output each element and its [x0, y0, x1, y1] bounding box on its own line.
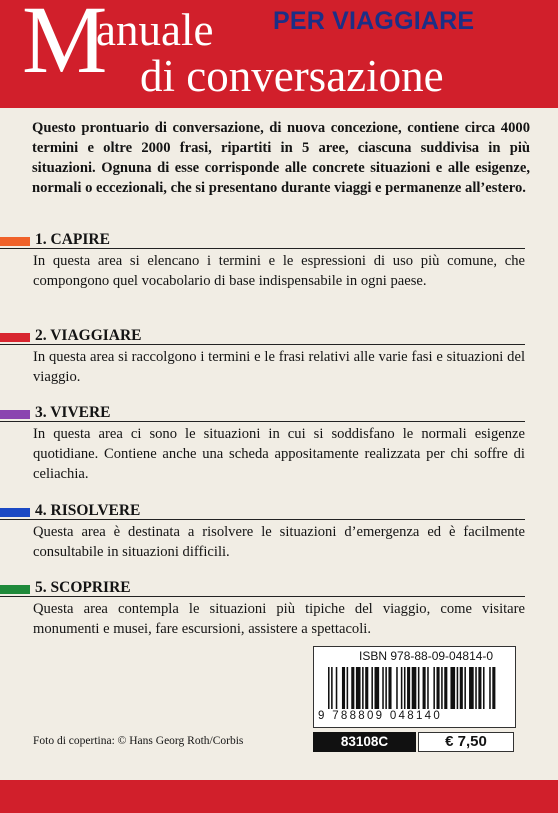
section-title: 3. VIVERE — [35, 403, 111, 421]
section-title: 1. CAPIRE — [35, 230, 110, 248]
isbn-text: ISBN 978-88-09-04814-0 — [359, 649, 494, 663]
photo-credit: Foto di copertina: © Hans Georg Roth/Corbis — [33, 735, 244, 747]
title-highlight: PER VIAGGIARE — [273, 7, 475, 35]
section-color-bar — [0, 508, 30, 517]
section-title: 2. VIAGGIARE — [35, 326, 142, 344]
section-body: In questa area si elencano i termini e le espressioni di uso più comune, che compongono quel vocabolario di base indispensabile in ogni paese. — [33, 253, 525, 289]
section-body: Questa area è destinata a risolvere le situazioni d’emergenza ed è facilmente consultabile in situazioni difficili. — [33, 524, 525, 560]
footer-band — [0, 780, 558, 813]
title-initial: M — [22, 0, 108, 93]
section-body: In questa area si raccolgono i termini e le frasi relativi alle varie fasi e situazioni del viaggio. — [33, 349, 525, 385]
intro-paragraph: Questo prontuario di conversazione, di nuova concezione, contiene circa 4000 termini e oltre 2000 frasi, ripartiti in 5 aree, ciascuna suddivisa in più situazioni. Ognuna di esse corrisponde alle concrete situazioni e alle esigenze, normali o eccezionali, che si presentano durante viaggi e permanenze all’estero. — [32, 120, 530, 196]
section-color-bar — [0, 585, 30, 594]
title-line2: di conversazione — [140, 51, 444, 101]
section-header-risolvere — [0, 501, 525, 520]
barcode-icon — [328, 667, 502, 709]
section-header-vivere — [0, 403, 525, 422]
section-color-bar — [0, 410, 30, 419]
barcode-digits: 9 788809 048140 — [318, 710, 443, 722]
section-header-capire — [0, 230, 525, 249]
section-title: 4. RISOLVERE — [35, 501, 141, 519]
cover-header-band — [0, 0, 558, 108]
title-line1: anuale — [96, 5, 214, 55]
section-color-bar — [0, 237, 30, 246]
section-title: 5. SCOPRIRE — [35, 578, 131, 596]
section-header-scoprire — [0, 578, 525, 597]
barcode-box — [313, 646, 516, 728]
section-body: In questa area ci sono le situazioni in cui si soddisfano le normali esigenze quotidiane. Contiene anche una scheda appositamente realizzata per chi soffre di celiachia. — [33, 426, 525, 482]
price-label: € 7,50 — [418, 732, 514, 752]
product-code: 83108C — [313, 732, 416, 752]
section-body: Questa area contempla le situazioni più tipiche del viaggio, come visitare monumenti e musei, fare escursioni, assistere a spettacoli. — [33, 601, 525, 637]
section-header-viaggiare — [0, 326, 525, 345]
section-color-bar — [0, 333, 30, 342]
